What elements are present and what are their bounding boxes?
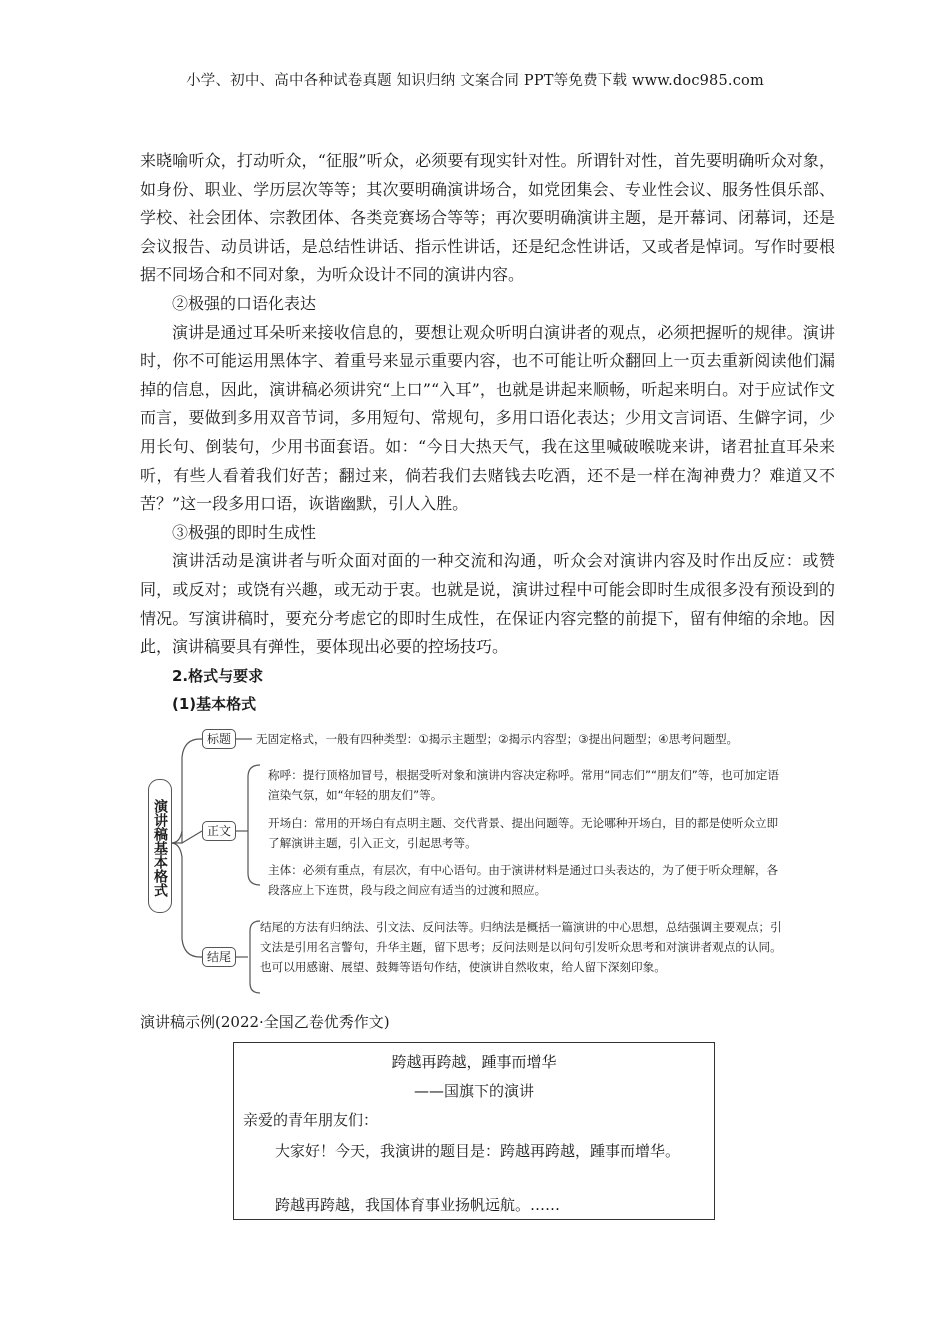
example-title: 跨越再跨越，踵事而增华 <box>391 1053 557 1071</box>
subheading-instant-generation: ③极强的即时生成性 <box>172 522 317 542</box>
node-ending: 结尾 <box>202 947 236 967</box>
subheading-oral-expression: ②极强的口语化表达 <box>172 293 317 313</box>
example-line-1: 大家好！今天，我演讲的题目是：跨越再跨越，踵事而增华。 <box>275 1142 681 1160</box>
body-item-salutation: 称呼：提行顶格加冒号，根据受听对象和演讲内容决定称呼。常用“同志们”“朋友们”等，也可加定语渲染气氛，如“年轻的朋友们”等。 <box>268 768 779 802</box>
example-line-2: 跨越再跨越，我国体育事业扬帆远航。…… <box>275 1196 561 1214</box>
connector-ending <box>171 843 202 957</box>
diagram-root: 演讲稿基本格式 <box>148 779 172 913</box>
connector-title <box>171 739 202 843</box>
paragraph-1: 来晓喻听众，打动听众，“征服”听众，必须要有现实针对性。所谓针对性，首先要明确听众对象，如身份、职业、学历层次等等；其次要明确演讲场合，如党团集会、专业性会议、服务性俱乐部、学校、社会团体、宗教团体、各类竞赛场合等等；再次要明确演讲主题，是开幕词、闭幕词，还是会议报告、动员讲话，是总结性讲话、指示性讲话，还是纪念性讲话，又或者是悼词。写作时要根据不同场合和不同对象，为听众设计不同的演讲内容。 <box>140 151 835 285</box>
document-body <box>140 147 835 719</box>
example-salutation: 亲爱的青年朋友们： <box>243 1111 379 1129</box>
paragraph-2: 演讲是通过耳朵听来接收信息的，要想让观众听明白演讲者的观点，必须把握听的规律。演讲时，你不可能运用黑体字、着重号来显示重要内容，也不可能让听众翻回上一页去重新阅读他们漏掉的信息，因此，演讲稿必须讲究“上口”“入耳”，也就是讲起来顺畅，听起来明白。对于应试作文而言，要做到多用双音节词，多用短句、常规句，多用口语化表达；少用文言词语、生僻字词，少用长句、倒装句，少用书面套语。如：“今日大热天气，我在这里喊破喉咙来讲，诸君扯直耳朵来听，有些人看着我们好苦；翻过来，倘若我们去赌钱去吃酒，还不是一样在淘神费力？难道又不苦？”这一段多用口语，诙谐幽默，引人入胜。 <box>140 322 835 514</box>
ending-bracket <box>250 921 260 993</box>
connector-body <box>171 831 202 843</box>
body-item-opening: 开场白：常用的开场白有点明主题、交代背景、提出问题等。无论哪种开场白，目的都是使听众立即了解演讲主题，引入正文，引起思考等。 <box>268 816 779 850</box>
body-item-main: 主体：必须有重点，有层次，有中心语句。由于演讲材料是通过口头表达的，为了便于听众理解，各段落应上下连贯，段与段之间应有适当的过渡和照应。 <box>268 863 779 897</box>
section-heading-format: 2.格式与要求 <box>172 666 264 685</box>
body-bracket <box>248 765 260 885</box>
title-description: 无固定格式，一般有四种类型：①揭示主题型；②揭示内容型；③提出问题型；④思考问题型。 <box>256 732 739 746</box>
node-body: 正文 <box>202 821 236 841</box>
format-diagram <box>140 727 800 1007</box>
example-box <box>233 1042 715 1220</box>
ending-description: 结尾的方法有归纳法、引文法、反问法等。归纳法是概括一篇演讲的中心思想，总结强调主要观点；引文法是引用名言警句，升华主题，留下思考；反问法则是以问句引发听众思考和对演讲者观点的认同。也可以用感谢、展望、鼓舞等语句作结，使演讲自然收束，给人留下深刻印象。 <box>260 920 782 974</box>
section-heading-basic-format: (1)基本格式 <box>172 695 257 714</box>
paragraph-3: 演讲活动是演讲者与听众面对面的一种交流和沟通，听众会对演讲内容及时作出反应：或赞同，或反对；或饶有兴趣，或无动于衷。也就是说，演讲过程中可能会即时生成很多没有预设到的情况。写演讲稿时，要充分考虑它的即时生成性，在保证内容完整的前提下，留有伸缩的余地。因此，演讲稿要具有弹性，要体现出必要的控场技巧。 <box>140 551 835 657</box>
node-title: 标题 <box>202 729 236 749</box>
page-header: 小学、初中、高中各种试卷真题 知识归纳 文案合同 PPT等免费下载 www.doc985.com <box>186 73 764 89</box>
example-subtitle: ——国旗下的演讲 <box>413 1082 534 1100</box>
example-caption: 演讲稿示例(2022·全国乙卷优秀作文) <box>140 1013 390 1031</box>
